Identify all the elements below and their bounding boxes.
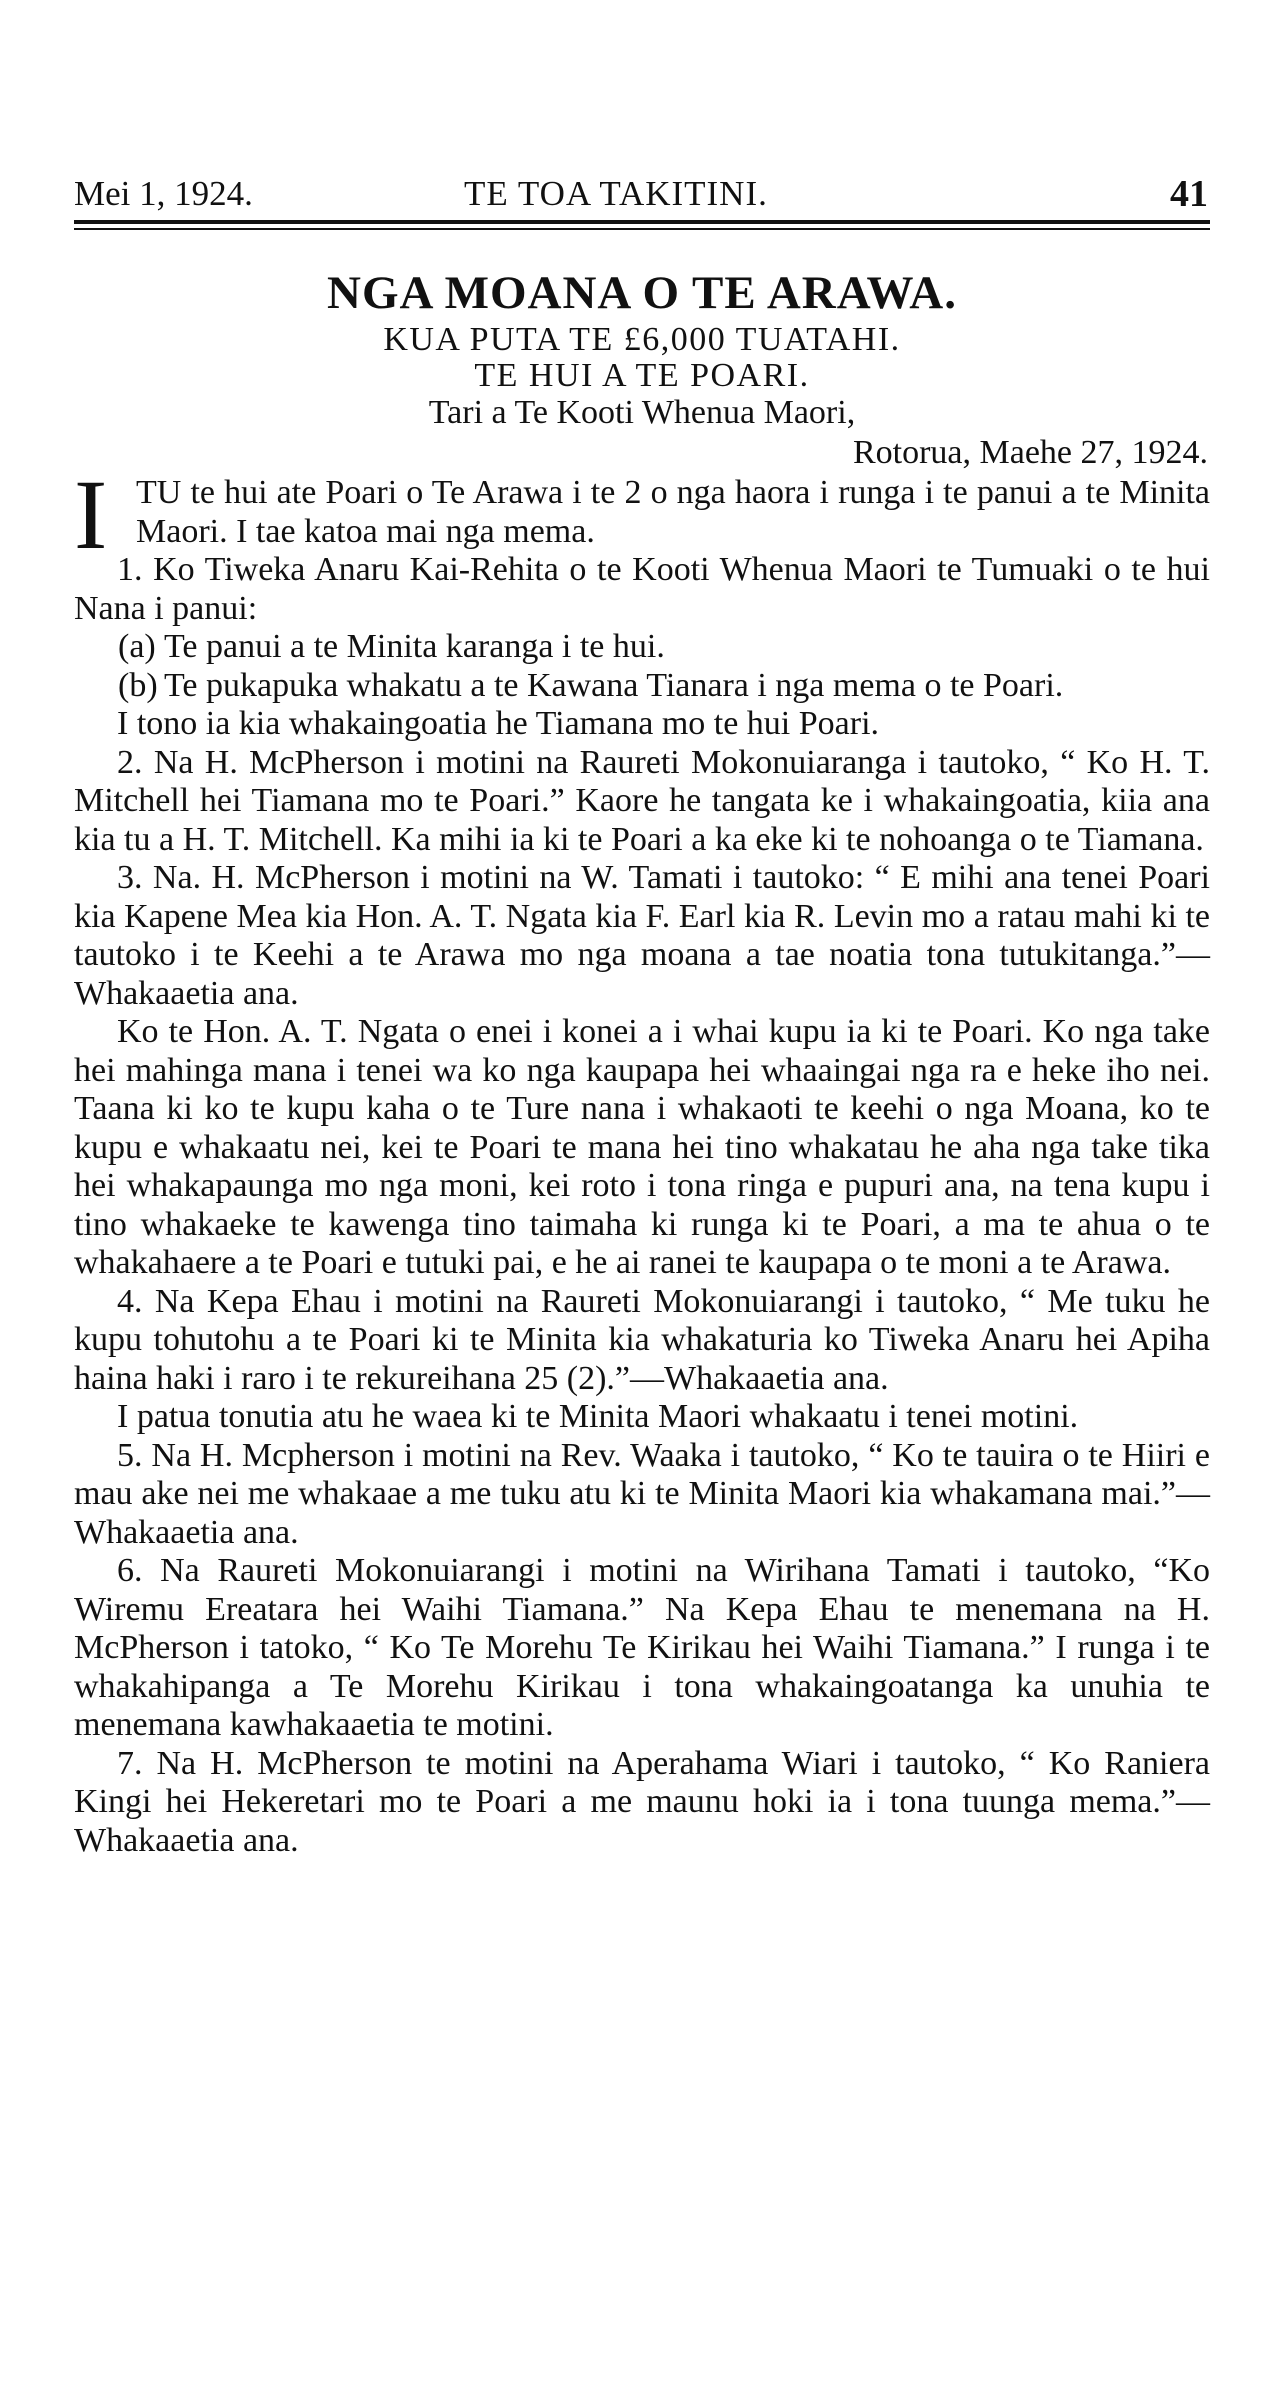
- article-body: [74, 459, 1210, 1860]
- paragraph-1: 1. Ko Tiweka Anaru Kai-Rehita o te Kooti Whenua Maori te Tumuaki o te hui Nana i panui:: [74, 551, 1210, 627]
- article-title: NGA MOANA O TE ARAWA.: [327, 267, 957, 319]
- intro-paragraph: [74, 459, 1210, 570]
- dateline-place-date: Rotorua, Maehe 27, 1924.: [852, 434, 1208, 471]
- drop-cap: I: [74, 459, 108, 570]
- item-text: Te pukapuka whakatu a te Kawana Tianara i nga mema o te Poari.: [164, 666, 1064, 704]
- publication-title: TE TOA TAKITINI.: [464, 174, 768, 213]
- paragraph-1a: [74, 628, 1210, 667]
- item-text: Te panui a te Minita karanga i te hui.: [164, 628, 665, 665]
- issue-date: Mei 1, 1924.: [74, 174, 253, 213]
- page-number: 41: [1170, 173, 1208, 215]
- paragraph-7: 7. Na H. McPherson te motini na Aperahama Wiari i tautoko, “ Ko Raniera Kingi hei Hekeretari mo te Poari a me maunu hoki ia i tona tuunga mema.”—Whakaaetia ana.: [74, 1744, 1210, 1859]
- article: [74, 264, 1210, 1860]
- paragraph-3b: Ko te Hon. A. T. Ngata o enei i konei a i whai kupu ia ki te Poari. Ko nga take hei mahinga mana i tenei wa ko nga kaupapa hei whaaingai nga ra e heke iho nei. Taana ki ko te kupu kaha o te Ture nana i whakaoti te keehi o nga Moana, ko te kupu e whakaatu nei, kei te Poari te mana hei tino whakatau he aha nga take tika hei whakapaunga mo nga moni, kei roto i tona ringa e pupuri ana, na tena kupu i tino whakaeke te kawenga tino taimaha ki runga ki te Poari, a ma te ahua o te whakahaere a te Poari e tutuki pai, e he ai ranei te kaupapa o te moni a te Arawa.: [74, 1013, 1210, 1281]
- header-rule-thin: [74, 228, 1210, 230]
- item-marker: (a): [118, 628, 156, 665]
- paragraph-5: 5. Na H. Mcpherson i motini na Rev. Waaka i tautoko, “ Ko te tauira o te Hiiri e mau ake nei me whakaae a me tuku atu ki te Minita Maori kia whakamana mai.”—Whakaaetia ana.: [74, 1436, 1210, 1551]
- article-subtitle: KUA PUTA TE £6,000 TUATAHI.: [383, 321, 901, 358]
- item-marker: (b): [118, 666, 158, 704]
- article-subtitle: TE HUI A TE POARI.: [474, 357, 810, 394]
- running-header: [74, 168, 1210, 216]
- header-rule: [74, 220, 1210, 224]
- dateline-office: Tari a Te Kooti Whenua Maori,: [428, 394, 856, 431]
- paragraph-1b: [74, 667, 1210, 706]
- paragraph-4: 4. Na Kepa Ehau i motini na Raureti Mokonuiarangi i tautoko, “ Me tuku he kupu tohutohu a te Poari ki te Minita kia whakaturia ko Tiweka Anaru hei Apiha haina haki i raro i te rekureihana 25 (2).”—Whakaaetia ana.: [74, 1282, 1210, 1397]
- paragraph-1c: I tono ia kia whakaingoatia he Tiamana mo te hui Poari.: [117, 705, 880, 742]
- paragraph-4b: I patua tonutia atu he waea ki te Minita Maori whakaatu i tenei motini.: [117, 1398, 1079, 1435]
- paragraph-2: 2. Na H. McPherson i motini na Raureti Mokonuiaranga i tautoko, “ Ko H. T. Mitchell hei Tiamana mo te Poari.” Kaore he tangata ke i whakaingoatia, kiia ana kia tu a H. T. Mitchell. Ka mihi ia ki te Poari a ka eke ki te nohoanga o te Tiamana.: [74, 743, 1210, 858]
- paragraph-6: 6. Na Raureti Mokonuiarangi i motini na Wirihana Tamati i tautoko, “Ko Wiremu Ereatara hei Waihi Tiamana.” Na Kepa Ehau te menemana na H. McPherson i tatoko, “ Ko Te Morehu Te Kirikau hei Waihi Tiamana.” I runga i te whakahipanga a Te Morehu Kirikau i tona whakaingoatanga ka unuhia te menemana kawhakaaetia te motini.: [74, 1552, 1210, 1743]
- paragraph-3: 3. Na. H. McPherson i motini na W. Tamati i tautoko: “ E mihi ana tenei Poari kia Kapene Mea kia Hon. A. T. Ngata kia F. Earl kia R. Levin mo a ratau mahi ki te tautoko i te Keehi a te Arawa mo nga moana a tae noatia tona tutukitanga.”—Whakaaetia ana.: [74, 859, 1210, 1012]
- intro-text: TU te hui ate Poari o Te Arawa i te 2 o nga haora i runga i te panui a te Minita Maori. I tae katoa mai nga mema.: [136, 474, 1210, 550]
